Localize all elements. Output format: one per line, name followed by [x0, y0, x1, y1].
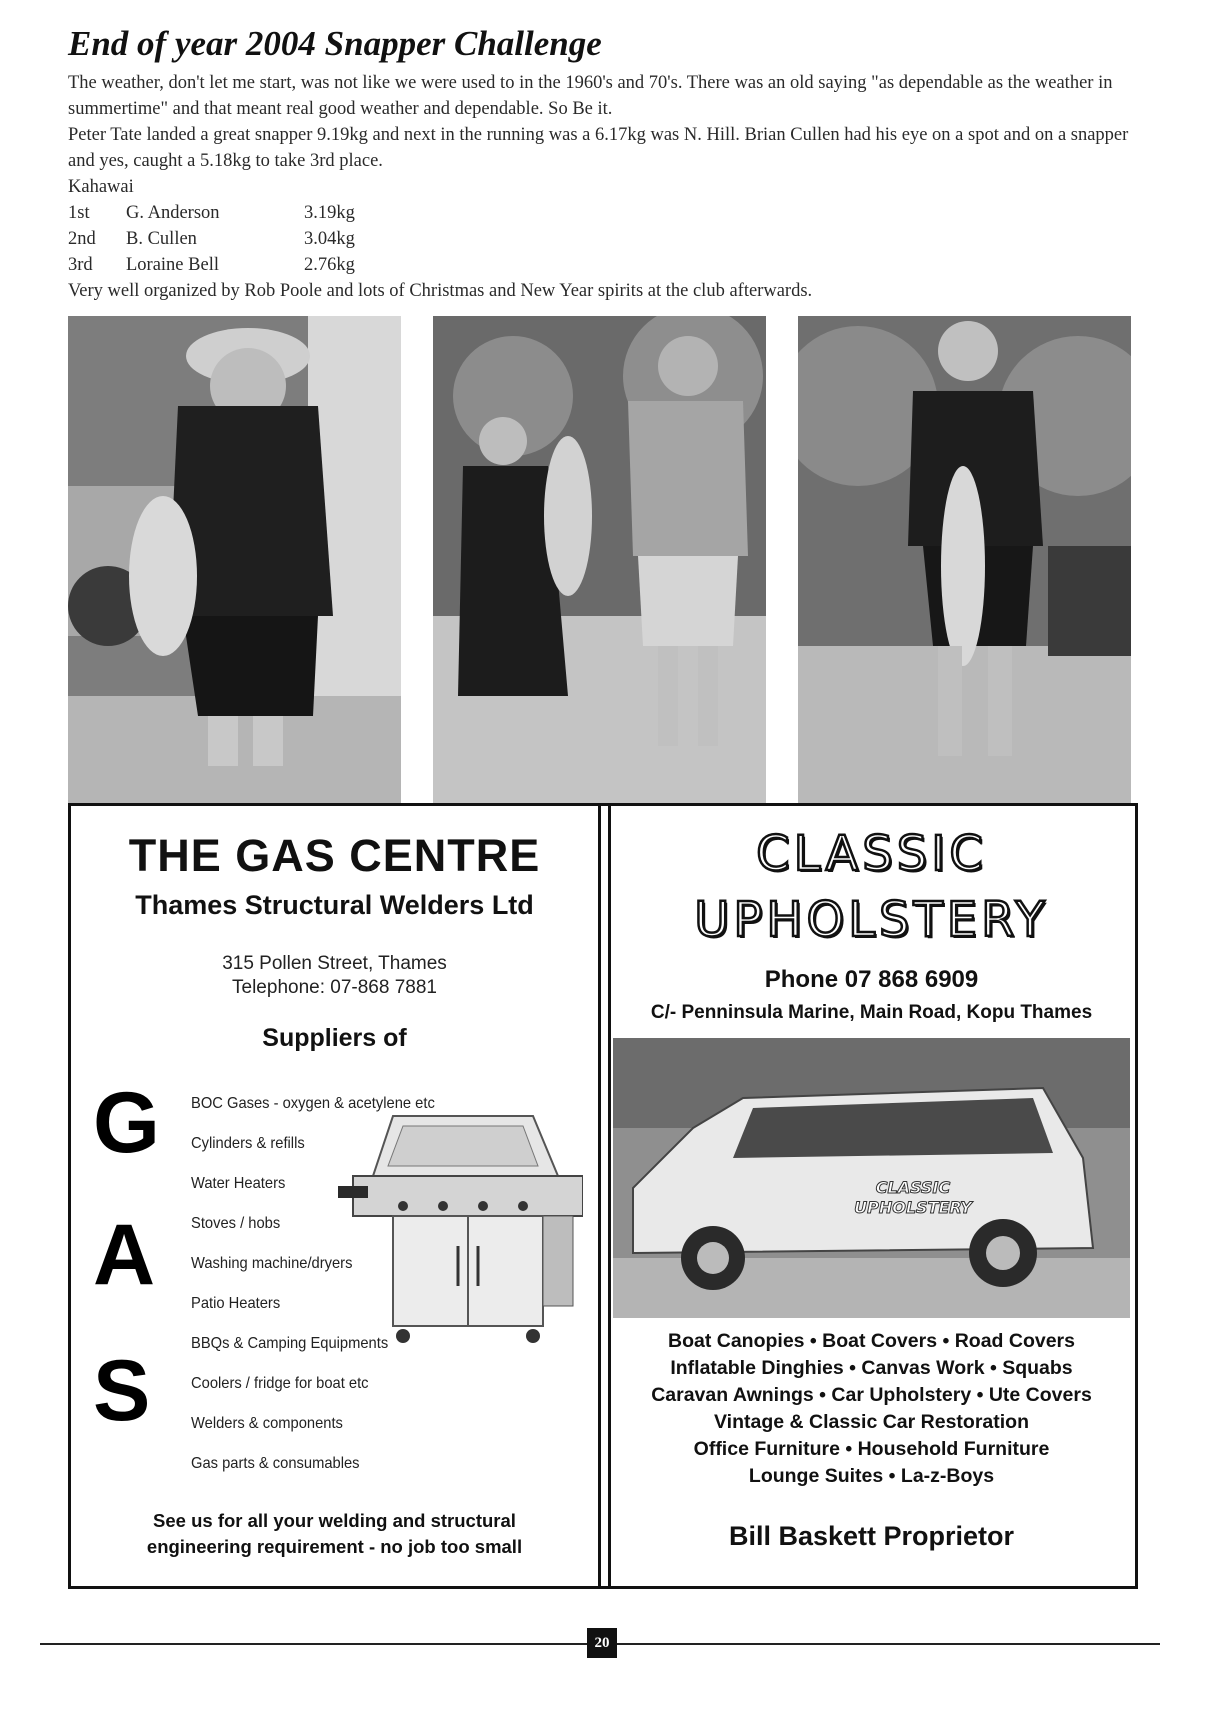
gas-letter-g: G [93, 1075, 160, 1171]
article-closing: Very well organized by Rob Poole and lots of Christmas and New Year spirits at the club afterwards. [68, 281, 813, 301]
result-weight: 3.19kg [304, 203, 355, 223]
list-item: Cylinders & refills [191, 1135, 305, 1152]
footer-rule-right [617, 1643, 1160, 1645]
service-line: Lounge Suites • La-z-Boys [748, 1465, 995, 1487]
kahawai-heading: Kahawai [68, 177, 134, 197]
result-place: 2nd [68, 229, 96, 249]
list-item: Gas parts & consumables [191, 1455, 360, 1472]
gas-centre-telephone: Telephone: 07-868 7881 [232, 977, 437, 998]
list-item: Stoves / hobs [191, 1215, 281, 1232]
upholstery-phone: Phone 07 868 6909 [764, 966, 979, 993]
list-item: BBQs & Camping Equipments [191, 1335, 389, 1352]
service-line: Office Furniture • Household Furniture [693, 1438, 1050, 1460]
service-line: Caravan Awnings • Car Upholstery • Ute Covers [651, 1384, 1092, 1406]
upholstery-services [611, 1328, 1132, 1490]
classic-upholstery-title-line-1: CLASSIC [756, 826, 987, 882]
service-line: Inflatable Dinghies • Canvas Work • Squabs [670, 1357, 1073, 1379]
upholstery-address: C/- Penninsula Marine, Main Road, Kopu Thames [650, 1002, 1093, 1023]
gas-centre-tagline [71, 1508, 598, 1560]
suppliers-heading: Suppliers of [262, 1024, 407, 1052]
article-paragraph-weather: The weather, don't let me start, was not like we were used to in the 1960's and 70's. There was an old saying "as dependable as the weather in summertime" and that meant real good weather and dependable. So Be it. [68, 73, 1113, 119]
gas-letter-s: S [93, 1343, 151, 1439]
result-row [68, 252, 1143, 278]
result-row [68, 226, 1143, 252]
list-item: Coolers / fridge for boat etc [191, 1375, 369, 1392]
classic-upholstery-title-line-2: UPHOLSTERY [694, 892, 1049, 948]
upholstery-van-photo [613, 1038, 1130, 1318]
list-item: BOC Gases - oxygen & acetylene etc [191, 1095, 435, 1112]
photo-strip [68, 316, 1131, 806]
gas-centre-address: 315 Pollen Street, Thames [222, 953, 447, 974]
result-place: 3rd [68, 255, 93, 275]
tagline-line-2: engineering requirement - no job too small [146, 1536, 523, 1557]
gas-centre-contact [71, 952, 598, 1000]
result-name: B. Cullen [126, 229, 197, 249]
tagline-line-1: See us for all your welding and structural [153, 1510, 516, 1531]
result-weight: 2.76kg [304, 255, 355, 275]
list-item: Water Heaters [191, 1175, 286, 1192]
result-name: G. Anderson [126, 203, 220, 223]
photo-angler-with-snapper [68, 316, 401, 806]
upholstery-proprietor: Bill Baskett Proprietor [728, 1521, 1015, 1551]
result-weight: 3.04kg [304, 229, 355, 249]
gas-centre-ad [71, 806, 601, 1586]
advertisements [68, 803, 1138, 1589]
article-title: End of year 2004 Snapper Challenge [68, 24, 602, 63]
van-logo-line-2: UPHOLSTERY [854, 1198, 972, 1217]
article [68, 24, 1143, 304]
result-name: Loraine Bell [126, 255, 219, 275]
service-line: Vintage & Classic Car Restoration [714, 1411, 1029, 1433]
list-item: Welders & components [191, 1415, 343, 1432]
gas-centre-title: THE GAS CENTRE [128, 830, 541, 881]
photo-angler-with-kahawai [798, 316, 1131, 806]
list-item: Washing machine/dryers [191, 1255, 353, 1272]
article-paragraph-snapper: Peter Tate landed a great snapper 9.19kg and next in the running was a 6.17kg was N. Hill. Brian Cullen had his eye on a spot and on a snapper and yes, caught a 5.18kg to take 3rd place. [68, 125, 1129, 171]
gas-letter-a: A [93, 1207, 156, 1303]
page-number: 20 [587, 1628, 617, 1658]
gas-supplies-list [191, 1084, 451, 1484]
van-logo-line-1: CLASSIC [875, 1178, 951, 1197]
gas-centre-subtitle: Thames Structural Welders Ltd [135, 890, 534, 920]
service-line: Boat Canopies • Boat Covers • Road Covers [668, 1330, 1075, 1352]
kahawai-results [68, 174, 1143, 278]
list-item: Patio Heaters [191, 1295, 281, 1312]
result-place: 1st [68, 203, 90, 223]
footer-rule-left [40, 1643, 587, 1645]
photo-couple-with-fish [433, 316, 766, 806]
result-row [68, 200, 1143, 226]
classic-upholstery-ad [608, 806, 1135, 1586]
